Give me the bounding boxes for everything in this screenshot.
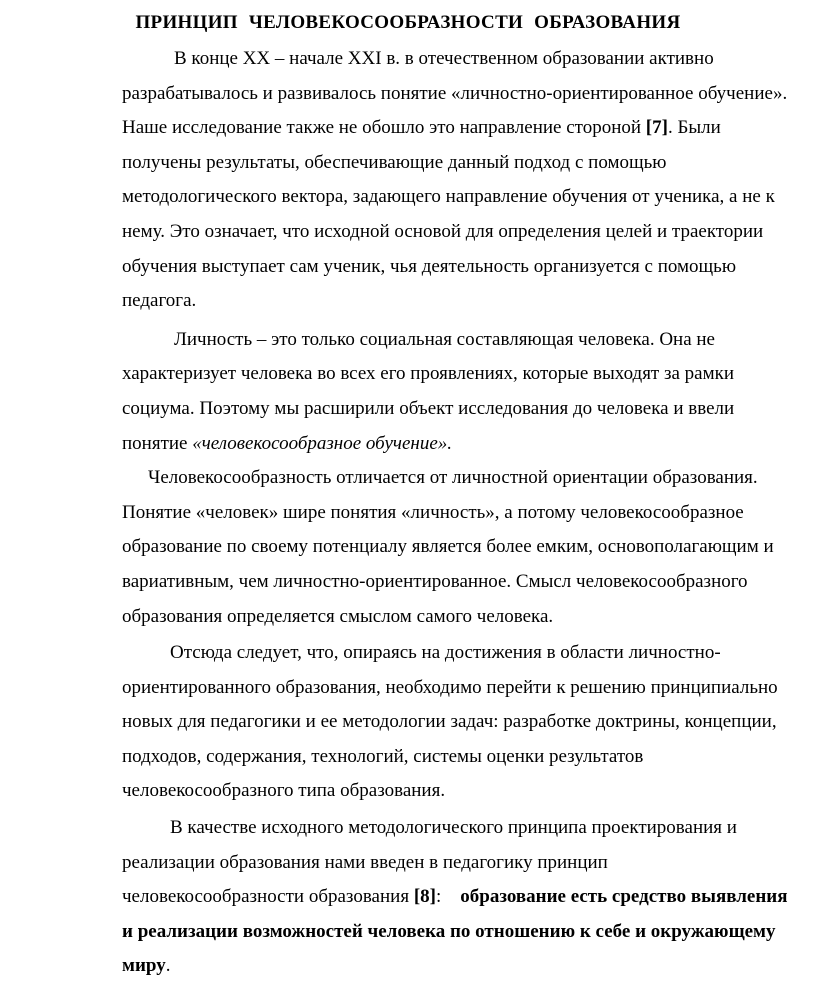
paragraph-5-colon: : (435, 886, 461, 908)
paragraph-5-end: . (165, 955, 171, 977)
paragraph-5-text-a: В качестве исходного методологического принципа проектирования и реализации образования нами введен в педагогику принцип человекосообразности образования (122, 817, 737, 908)
document-title: ПРИНЦИП ЧЕЛОВЕКОСООБРАЗНОСТИ ОБРАЗОВАНИЯ (135, 12, 681, 33)
paragraph-4 (122, 636, 794, 809)
paragraph-5 (122, 811, 794, 984)
paragraph-2-text-a: Личность – это только социальная составляющая человека. Она не характеризует человека во всех его проявлениях, которые выходят за рамки социума. Поэтому мы расширили объект исследования до человека и ввели понятие (122, 328, 735, 454)
paragraph-1-text-a: В конце XX – начале XXI в. в отечественном образовании активно разрабатывалось и развивалось понятие «личностно-ориентированное обучение». Наше исследование также не обошло это направление стороной (122, 48, 788, 139)
paragraph-1 (122, 42, 794, 319)
citation-7: [7] (645, 117, 668, 139)
citation-8: [8] (413, 886, 436, 908)
document-body (122, 42, 794, 984)
paragraph-3 (122, 461, 794, 634)
principle-definition: образование есть средство выявления и реализации возможностей человека по отношению к себе и окружающему миру (122, 886, 788, 977)
paragraph-2-italic-term: «человекосообразное обучение». (192, 432, 452, 454)
paragraph-3-text: Человекосообразность отличается от личностной ориентации образования. Понятие «человек» шире понятия «личность», а потому человекосообразное образование по своему потенциалу является более емким, основополагающим и вариативным, чем личностно-ориентированное. Смысл человекосообразного образования определяется смыслом самого человека. (122, 467, 774, 627)
paragraph-4-text: Отсюда следует, что, опираясь на достижения в области личностно-ориентированного образования, необходимо перейти к решению принципиально новых для педагогики и ее методологии задач: разработке доктрины, концепции, подходов, содержания, технологий, системы оценки результатов человекосообразного типа образования. (122, 642, 778, 802)
paragraph-1-text-b: . Были получены результаты, обеспечивающие данный подход с помощью методологического вектора, задающего направление обучения от ученика, а не к нему. Это означает, что исходной основой для определения целей и траектории обучения выступает сам ученик, чья деятельность организуется с помощью педагога. (122, 117, 775, 312)
paragraph-2 (122, 323, 794, 461)
